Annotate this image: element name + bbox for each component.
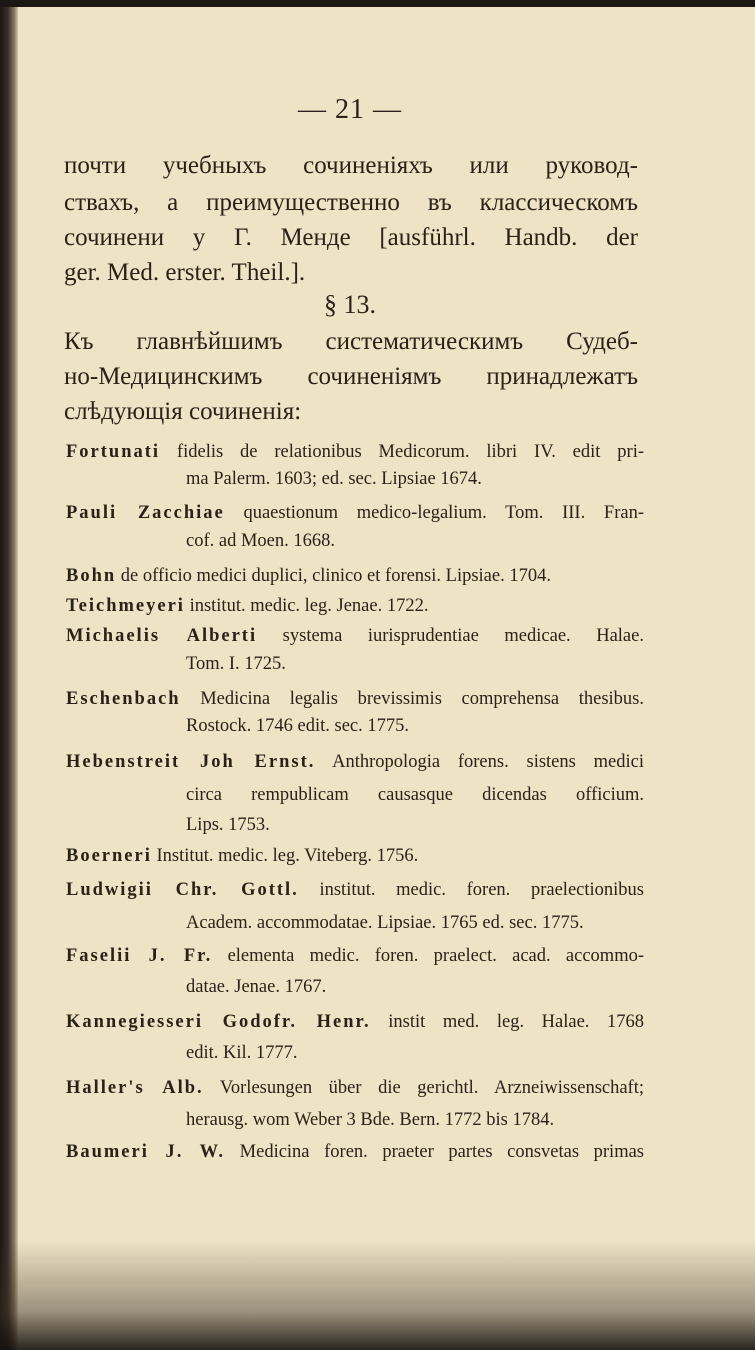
bib-entry-4	[66, 596, 644, 617]
bib-author: Teichmeyeri	[66, 596, 185, 616]
bib-author: Kannegiesseri Godofr. Henr.	[66, 1012, 371, 1032]
bib-author: Baumeri J. W.	[66, 1142, 226, 1162]
bib-entry-1	[66, 442, 644, 463]
bib-text: de officio medici duplici, clinico et forensi. Lipsiae. 1704.	[116, 566, 551, 586]
bib-author: Ludwigii Chr. Gottl.	[66, 880, 299, 900]
bib-entry-10	[66, 946, 644, 967]
bib-entry-6	[66, 689, 644, 710]
top-edge	[0, 0, 755, 7]
bib-text: Institut. medic. leg. Viteberg. 1756.	[151, 846, 419, 866]
bib-entry-12	[66, 1078, 644, 1099]
bib-text: Anthropologia forens. sistens medici	[315, 752, 644, 772]
bib-entry-5-cont: Tom. I. 1725.	[186, 654, 286, 674]
bib-author: Boerneri	[66, 846, 152, 866]
bib-entry-5	[66, 626, 644, 647]
book-spine-shadow	[0, 0, 18, 1350]
bib-text: Medicina foren. praeter partes consvetas primas	[225, 1142, 645, 1162]
bib-entry-12-cont: herausg. wom Weber 3 Bde. Bern. 1772 bis 1784.	[186, 1110, 555, 1130]
bib-text: Medicina legalis brevissimis comprehensa thesibus.	[180, 689, 644, 709]
bib-entry-2-cont: cof. ad Moen. 1668.	[186, 531, 335, 551]
body-line-4: ger. Med. erster. Theil.].	[64, 259, 306, 286]
bib-entry-9-cont: Academ. accommodatae. Lipsiae. 1765 ed. sec. 1775.	[186, 913, 584, 933]
bib-entry-6-cont: Rostock. 1746 edit. sec. 1775.	[186, 716, 410, 736]
bib-author: Fortunati	[66, 442, 161, 462]
bib-entry-11	[66, 1012, 644, 1033]
bib-entry-1-cont: ma Palerm. 1603; ed. sec. Lipsiae 1674.	[186, 469, 482, 489]
body-line-1: почти учебныхъ сочиненіяхъ или руковод-	[64, 152, 638, 179]
bib-entry-7	[66, 752, 644, 773]
bib-entry-8	[66, 846, 644, 867]
section-heading: § 13.	[324, 290, 376, 319]
intro-line-3: слѣдующія сочиненія:	[64, 398, 302, 425]
intro-line-2: но-Медицинскимъ сочиненіямъ принадлежатъ	[64, 363, 638, 390]
bib-text: Vorlesungen über die gerichtl. Arzneiwissenschaft;	[203, 1078, 645, 1098]
bib-text: institut. medic. leg. Jenae. 1722.	[184, 596, 429, 616]
bib-author: Faselii J. Fr.	[66, 946, 213, 966]
bib-text: fidelis de relationibus Medicorum. libri IV. edit pri-	[160, 442, 644, 462]
page-number: — 21 —	[298, 94, 402, 125]
bib-entry-9	[66, 880, 644, 901]
bib-entry-7-cont: circa rempublicam causasque dicendas officium.	[186, 785, 644, 805]
bib-entry-13	[66, 1142, 644, 1163]
intro-line-1: Къ главнѣйшимъ систематическимъ Судеб-	[64, 328, 638, 355]
bib-author: Bohn	[66, 566, 117, 586]
bib-author: Haller's Alb.	[66, 1078, 204, 1098]
bib-text: systema iurisprudentiae medicae. Halae.	[257, 626, 644, 646]
bib-author: Michaelis Alberti	[66, 626, 258, 646]
body-line-2: ствахъ, а преимущественно въ классическомъ	[64, 189, 638, 216]
bib-text: quaestionum medico-legalium. Tom. III. Fran-	[224, 503, 644, 523]
bib-text: elementa medic. foren. praelect. acad. accommo-	[212, 946, 644, 966]
bib-entry-11-cont: edit. Kil. 1777.	[186, 1043, 298, 1063]
bib-author: Pauli Zacchiae	[66, 503, 225, 523]
bib-entry-7-cont2: Lips. 1753.	[186, 815, 270, 835]
bib-entry-10-cont: datae. Jenae. 1767.	[186, 977, 327, 997]
bib-entry-3	[66, 566, 644, 587]
bib-author: Eschenbach	[66, 689, 181, 709]
page-bottom-shadow	[0, 1240, 755, 1350]
bib-text: institut. medic. foren. praelectionibus	[298, 880, 644, 900]
body-line-3: сочинени у Г. Менде [ausführl. Handb. der	[64, 224, 638, 251]
bib-author: Hebenstreit Joh Ernst.	[66, 752, 316, 772]
bib-text: instit med. leg. Halae. 1768	[370, 1012, 644, 1032]
bib-entry-2	[66, 503, 644, 524]
